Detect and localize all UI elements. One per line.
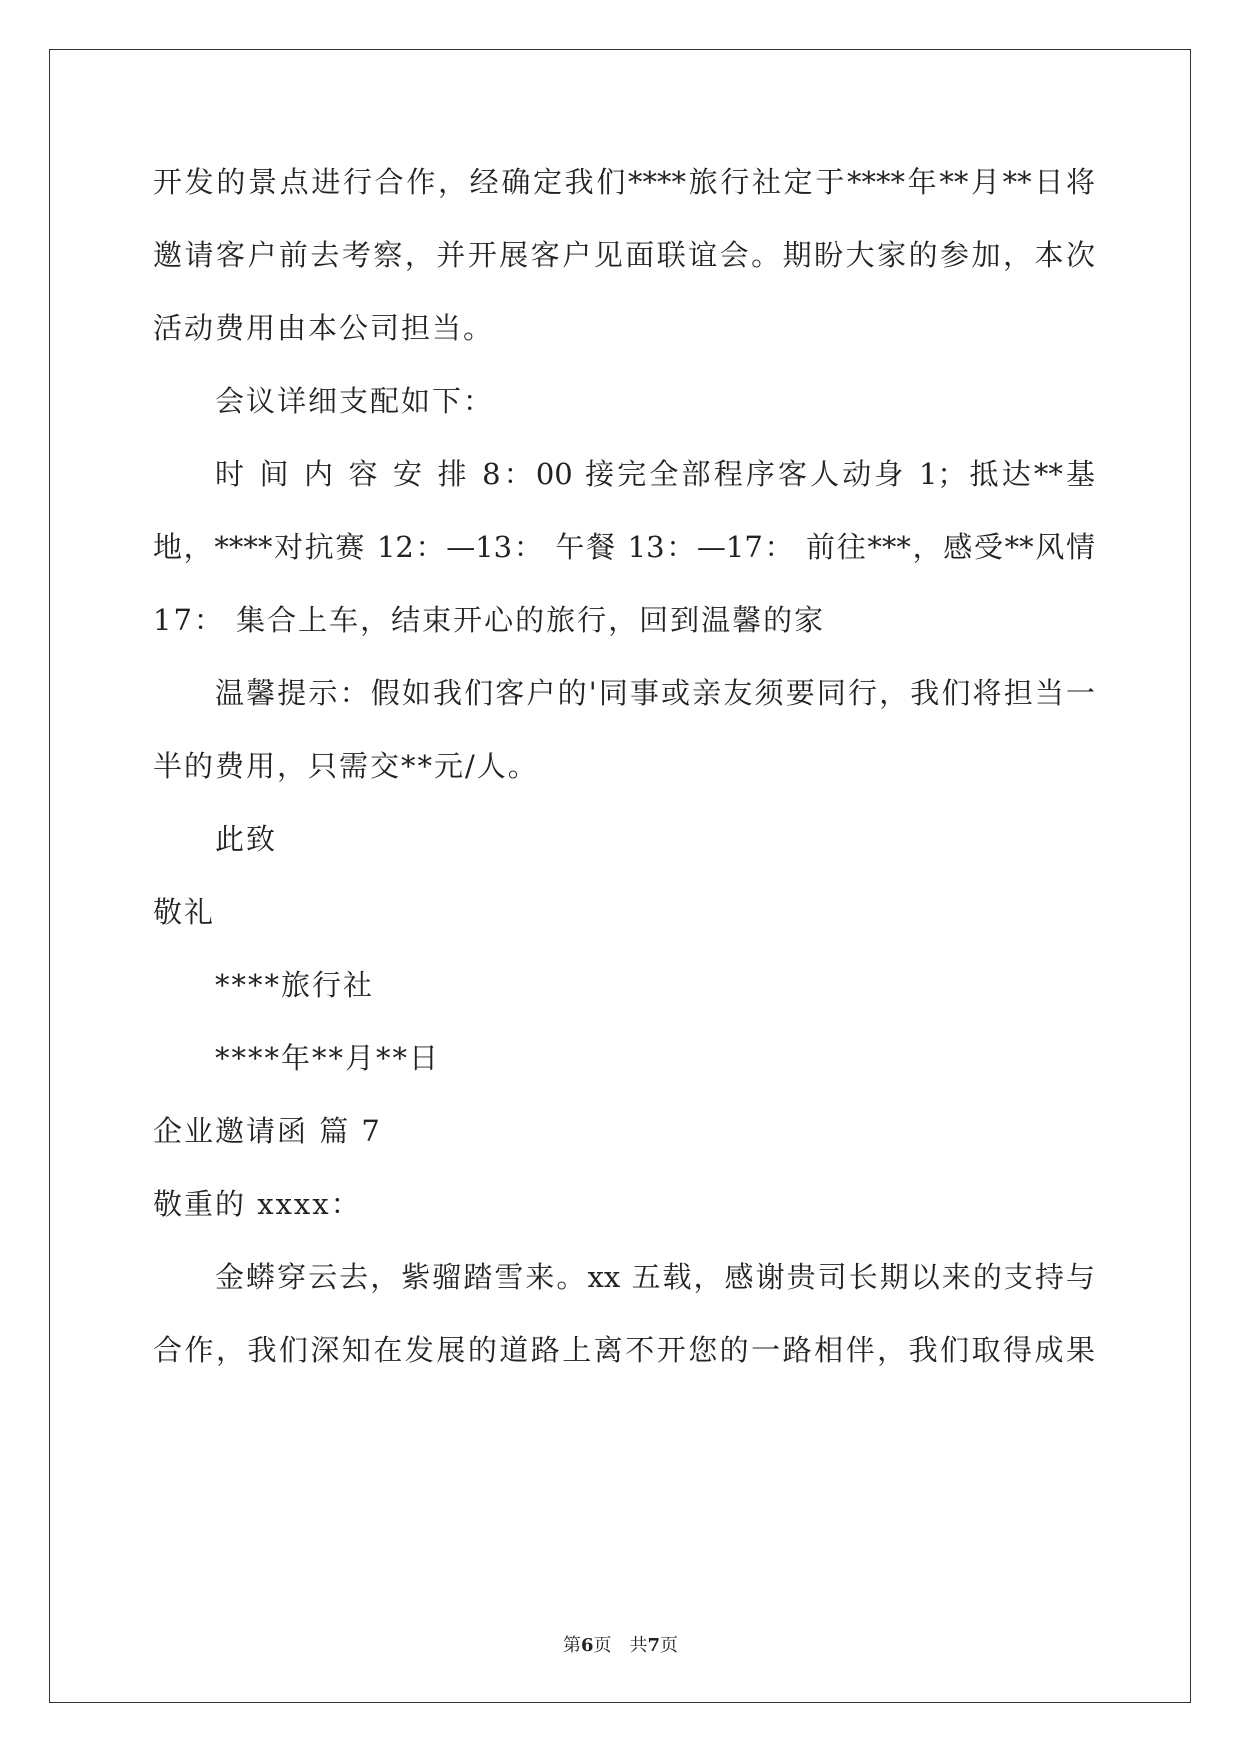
page-footer <box>0 1634 1241 1658</box>
agenda-heading: 会议详细支配如下： <box>215 384 495 418</box>
body-line-1: 开发的景点进行合作，经确定我们****旅行社定于****年**月**日将 <box>153 165 1095 199</box>
closing-salutation: 此致 <box>215 822 278 856</box>
page-prefix: 第 <box>562 1635 581 1656</box>
body-line-3: 活动费用由本公司担当。 <box>153 311 495 345</box>
page-current: 6 <box>580 1635 594 1656</box>
tip-line-1: 温馨提示：假如我们客户的'同事或亲友须要同行，我们将担当一 <box>215 676 1095 710</box>
page-border <box>49 49 1191 1703</box>
section-title: 企业邀请函 篇 7 <box>153 1114 382 1148</box>
page-total: 7 <box>647 1635 661 1656</box>
agenda-line-1: 时 间 内 容 安 排 8：00 接完全部程序客人动身 1；抵达**基 <box>215 457 1095 491</box>
letter-line-1: 金蟒穿云去，紫骝踏雪来。xx 五载，感谢贵司长期以来的支持与 <box>215 1260 1095 1294</box>
tip-line-2: 半的费用，只需交**元/人。 <box>153 749 539 783</box>
greeting: 敬重的 xxxx： <box>153 1187 362 1221</box>
agenda-line-3: 17： 集合上车，结束开心的旅行，回到温馨的家 <box>153 603 826 637</box>
page-mid: 页 共 <box>593 1635 648 1656</box>
agenda-line-2: 地，****对抗赛 12：—13： 午餐 13：—17： 前往***，感受**风情 <box>153 530 1095 564</box>
signature-company: ****旅行社 <box>215 968 375 1002</box>
signature-date: ****年**月**日 <box>215 1041 441 1075</box>
letter-line-2: 合作，我们深知在发展的道路上离不开您的一路相伴，我们取得成果 <box>153 1333 1095 1367</box>
body-line-2: 邀请客户前去考察，并开展客户见面联谊会。期盼大家的参加，本次 <box>153 238 1095 272</box>
page-suffix: 页 <box>660 1635 679 1656</box>
closing-regards: 敬礼 <box>153 895 216 929</box>
